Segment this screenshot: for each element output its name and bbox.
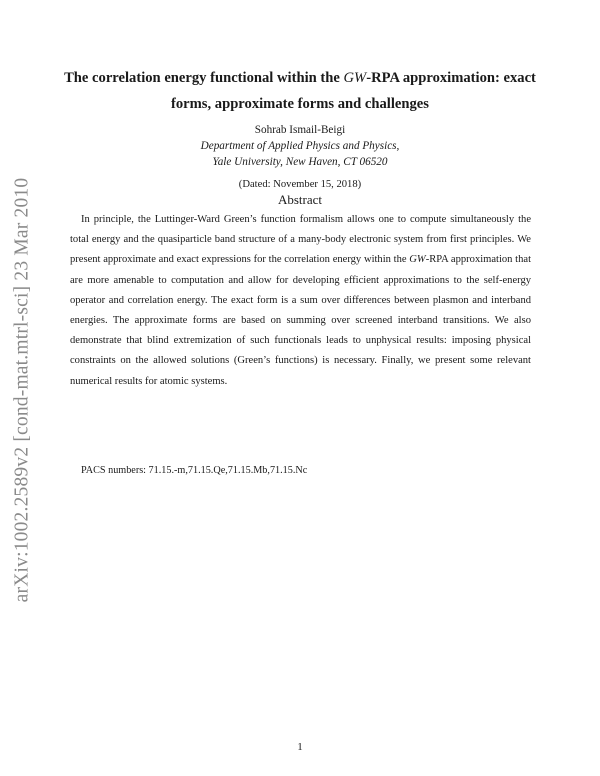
date-line: (Dated: November 15, 2018) [238, 179, 362, 190]
page-number: 1 [297, 741, 303, 753]
arxiv-identifier-stamp [4, 172, 40, 608]
abstract-gw-symbol: GW [409, 254, 426, 266]
abstract-text-part-2: -RPA approximation that are more amenable to computation and allow for developing efficient approximations to the self-energy operator and correlation energy. The exact form is a sum over differences between plasmon and interband energies. The approximate forms are based on summing over screened interband transitions. We also demonstrate that blind extremization of such functionals leads to unphysical results: imposing physical constraints on the allowed solutions (Green’s functions) is necessary. Finally, we present some relevant numerical results for atomic systems. [70, 254, 532, 387]
paper-title [60, 65, 540, 117]
affiliation-line-2: Yale University, New Haven, CT 06520 [212, 156, 388, 168]
abstract-text-part-1: In principle, the Luttinger-Ward Green’s function formalism allows one to compute simultaneously the total energy and the quasiparticle band structure of a many-body electronic system from first principles. We present approximate and exact expressions for the correlation energy within the [70, 214, 531, 266]
author-name: Sohrab Ismail-Beigi [254, 124, 346, 136]
title-part-2: -RPA approximation: exact forms, approximate forms and challenges [171, 70, 536, 112]
abstract-body [70, 210, 531, 392]
author-affiliation [0, 138, 600, 170]
arxiv-identifier-text: arXiv:1002.2589v2 [cond-mat.mtrl-sci] 23 Mar 2010 [11, 177, 33, 603]
pacs-numbers: PACS numbers: 71.15.-m,71.15.Qe,71.15.Mb,71.15.Nc [81, 465, 308, 476]
title-part-1: The correlation energy functional within the [64, 70, 344, 86]
affiliation-line-1: Department of Applied Physics and Physics, [200, 140, 400, 152]
title-gw-symbol: GW [343, 70, 367, 86]
abstract-heading: Abstract [277, 192, 323, 207]
